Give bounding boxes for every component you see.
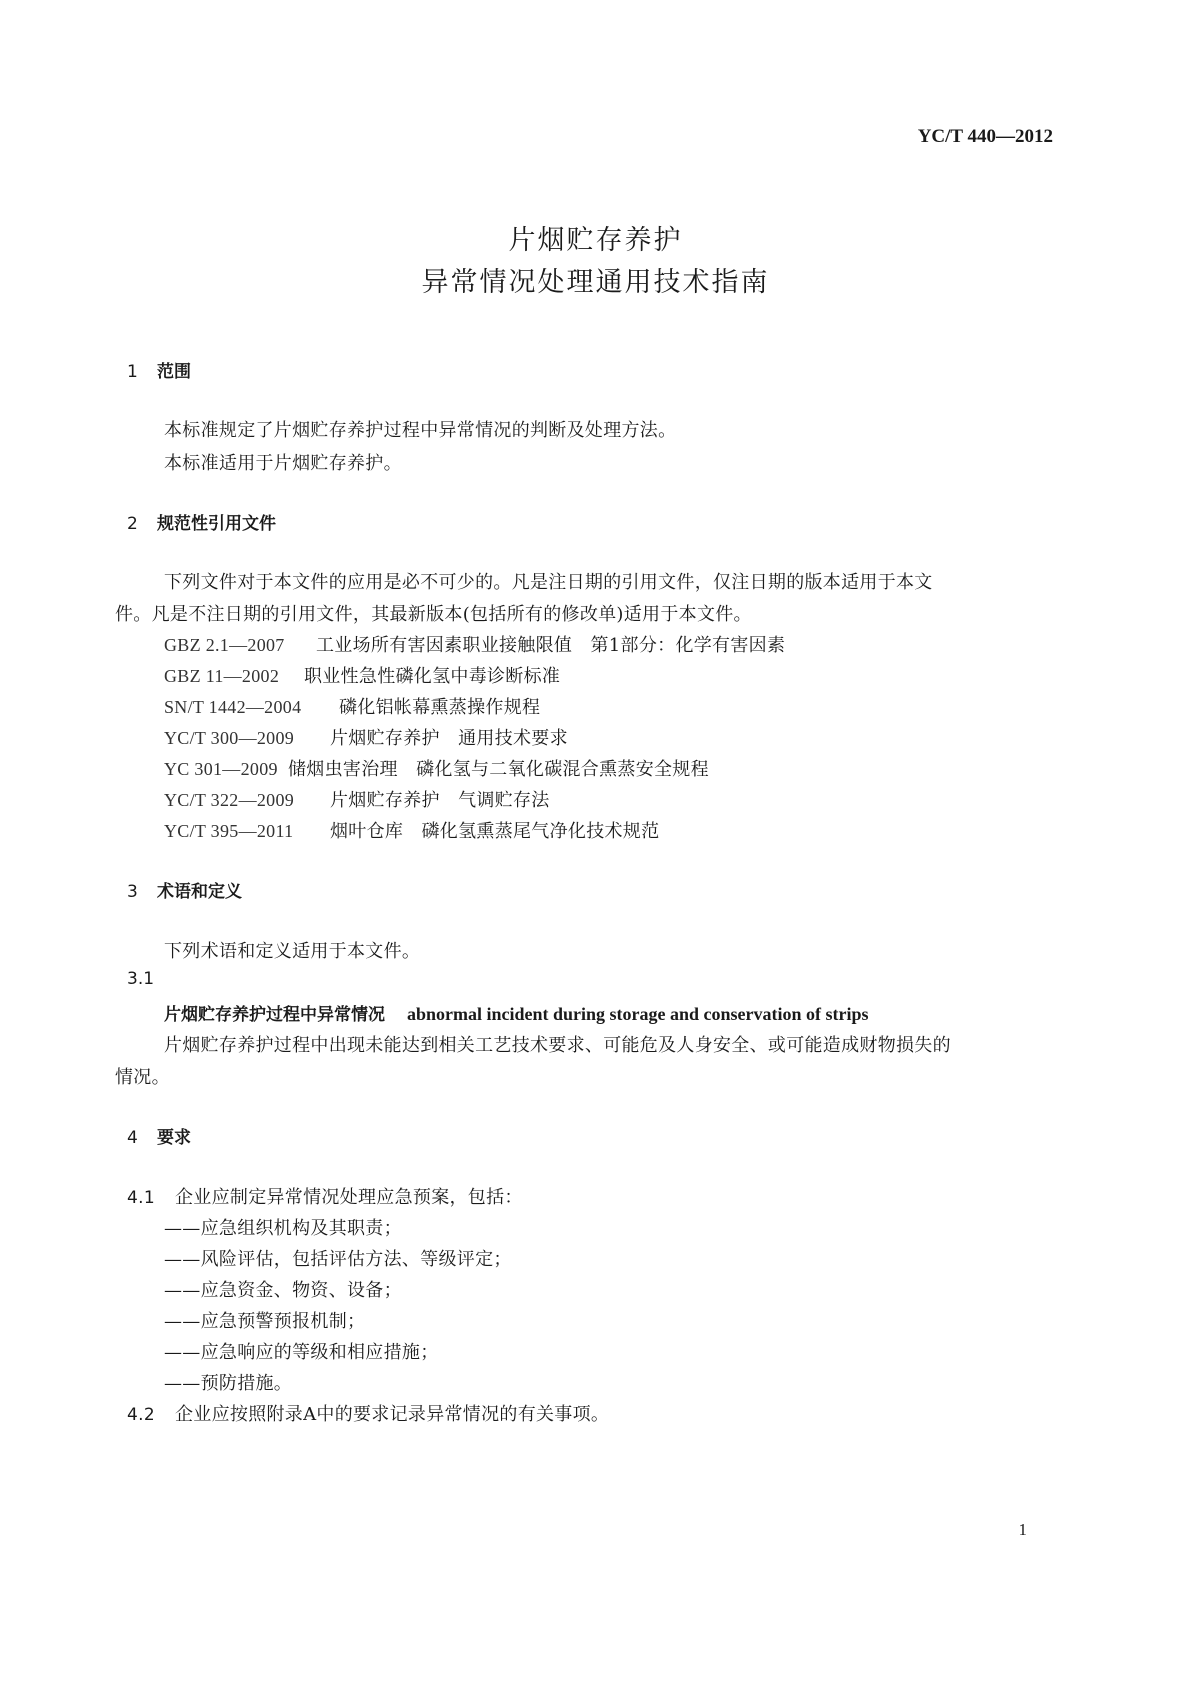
section-title: 范围 xyxy=(157,362,191,382)
term-en: abnormal incident during storage and conservation of strips xyxy=(407,1004,869,1024)
list-item: ——风险评估，包括评估方法、等级评定； xyxy=(164,1249,512,1270)
list-item: ——预防措施。 xyxy=(164,1373,293,1394)
list-item: ——应急组织机构及其职责； xyxy=(164,1218,402,1239)
section-number: 4 xyxy=(127,1128,138,1148)
section-number: 1 xyxy=(127,362,138,382)
clause-text: 企业应按照附录A中的要求记录异常情况的有关事项。 xyxy=(175,1404,610,1425)
paragraph: 本标准规定了片烟贮存养护过程中异常情况的判断及处理方法。 xyxy=(164,420,677,441)
definition: 片烟贮存养护过程中出现未能达到相关工艺技术要求、可能危及人身安全、或可能造成财物损失的 xyxy=(164,1035,951,1056)
reference-item xyxy=(164,662,560,688)
clause-4-1 xyxy=(127,1183,523,1209)
reference-title: 片烟贮存养护 通用技术要求 xyxy=(330,728,568,749)
reference-code: YC/T 395—2011 xyxy=(164,821,294,841)
reference-title: 磷化铝帐幕熏蒸操作规程 xyxy=(339,697,541,718)
reference-item xyxy=(164,755,709,781)
paragraph: 本标准适用于片烟贮存养护。 xyxy=(164,453,402,474)
section-4-heading xyxy=(127,1123,191,1148)
reference-title: 片烟贮存养护 气调贮存法 xyxy=(330,790,550,811)
clause-4-2 xyxy=(127,1400,609,1426)
reference-code: YC/T 322—2009 xyxy=(164,790,295,810)
clause-text: 企业应制定异常情况处理应急预案，包括： xyxy=(175,1187,523,1208)
reference-code: GBZ 2.1—2007 xyxy=(164,635,285,655)
document-title-line1: 片烟贮存养护 xyxy=(508,225,683,256)
reference-code: SN/T 1442—2004 xyxy=(164,697,302,717)
paragraph: 件。凡是不注日期的引用文件，其最新版本(包括所有的修改单)适用于本文件。 xyxy=(115,604,752,625)
list-item: ——应急预警预报机制； xyxy=(164,1311,366,1332)
reference-title: 职业性急性磷化氢中毒诊断标准 xyxy=(304,666,561,687)
section-1-heading xyxy=(127,357,191,382)
page-number: 1 xyxy=(1018,1520,1027,1539)
term-heading xyxy=(164,1000,869,1025)
definition: 情况。 xyxy=(115,1067,170,1088)
reference-item xyxy=(164,631,785,657)
clause-number: 3.1 xyxy=(127,969,155,989)
reference-code: GBZ 11—2002 xyxy=(164,666,280,686)
reference-item xyxy=(164,817,659,843)
section-2-heading xyxy=(127,509,276,534)
reference-item xyxy=(164,786,550,812)
paragraph: 下列术语和定义适用于本文件。 xyxy=(164,941,421,962)
reference-item xyxy=(164,724,568,750)
section-title: 要求 xyxy=(157,1128,191,1148)
section-number: 3 xyxy=(127,882,138,902)
reference-code: YC 301—2009 xyxy=(164,759,278,779)
standard-code: YC/T 440—2012 xyxy=(917,126,1053,147)
reference-code: YC/T 300—2009 xyxy=(164,728,295,748)
section-number: 2 xyxy=(127,514,138,534)
list-item: ——应急资金、物资、设备； xyxy=(164,1280,402,1301)
section-title: 规范性引用文件 xyxy=(157,514,276,534)
paragraph: 下列文件对于本文件的应用是必不可少的。凡是注日期的引用文件，仅注日期的版本适用于本文 xyxy=(164,572,933,593)
reference-item xyxy=(164,693,540,719)
reference-title: 烟叶仓库 磷化氢熏蒸尾气净化技术规范 xyxy=(330,821,660,842)
document-title-line2: 异常情况处理通用技术指南 xyxy=(421,267,770,298)
reference-title: 工业场所有害因素职业接触限值 第1部分：化学有害因素 xyxy=(316,635,786,656)
reference-title: 储烟虫害治理 磷化氢与二氧化碳混合熏蒸安全规程 xyxy=(288,759,709,780)
clause-number: 4.1 xyxy=(127,1188,155,1208)
term-zh: 片烟贮存养护过程中异常情况 xyxy=(164,1005,385,1025)
list-item: ——应急响应的等级和相应措施； xyxy=(164,1342,439,1363)
section-title: 术语和定义 xyxy=(157,882,242,902)
clause-number: 4.2 xyxy=(127,1405,155,1425)
section-3-heading xyxy=(127,877,242,902)
